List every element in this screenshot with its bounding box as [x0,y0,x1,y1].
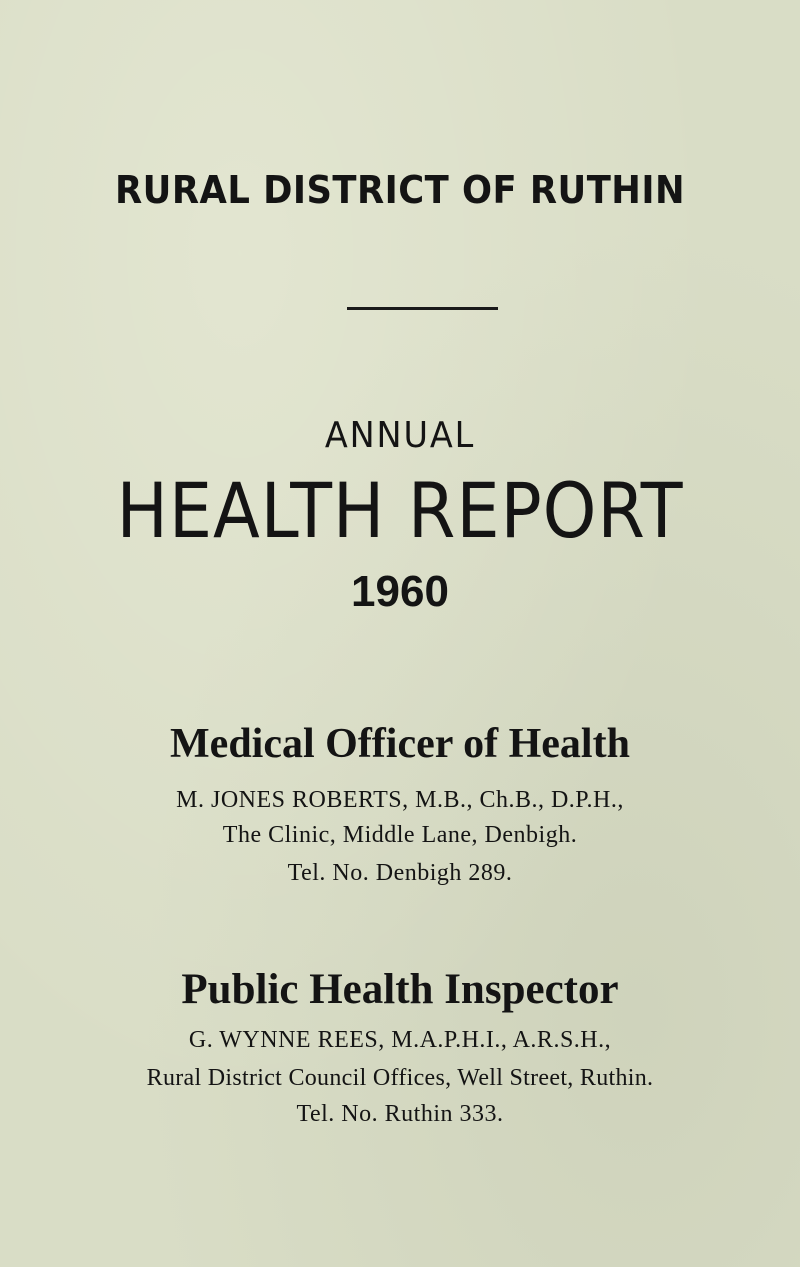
report-title: HEALTH REPORT [116,466,684,555]
title-divider [347,307,498,310]
medical-officer-telephone: Tel. No. Denbigh 289. [287,860,513,886]
medical-officer-heading: Medical Officer of Health [170,721,630,767]
medical-officer-address: The Clinic, Middle Lane, Denbigh. [222,822,578,848]
district-heading: RURAL DISTRICT OF RUTHIN [114,168,686,212]
report-year: 1960 [351,567,449,616]
public-health-inspector-name: G. WYNNE REES, M.A.P.H.I., A.R.S.H., [188,1027,612,1053]
public-health-inspector-heading: Public Health Inspector [181,966,619,1013]
medical-officer-name: M. JONES ROBERTS, M.B., Ch.B., D.P.H., [176,787,624,813]
public-health-inspector-address: Rural District Council Offices, Well Street, Ruthin. [146,1065,654,1091]
annual-label: ANNUAL [324,415,476,456]
public-health-inspector-telephone: Tel. No. Ruthin 333. [296,1101,504,1127]
